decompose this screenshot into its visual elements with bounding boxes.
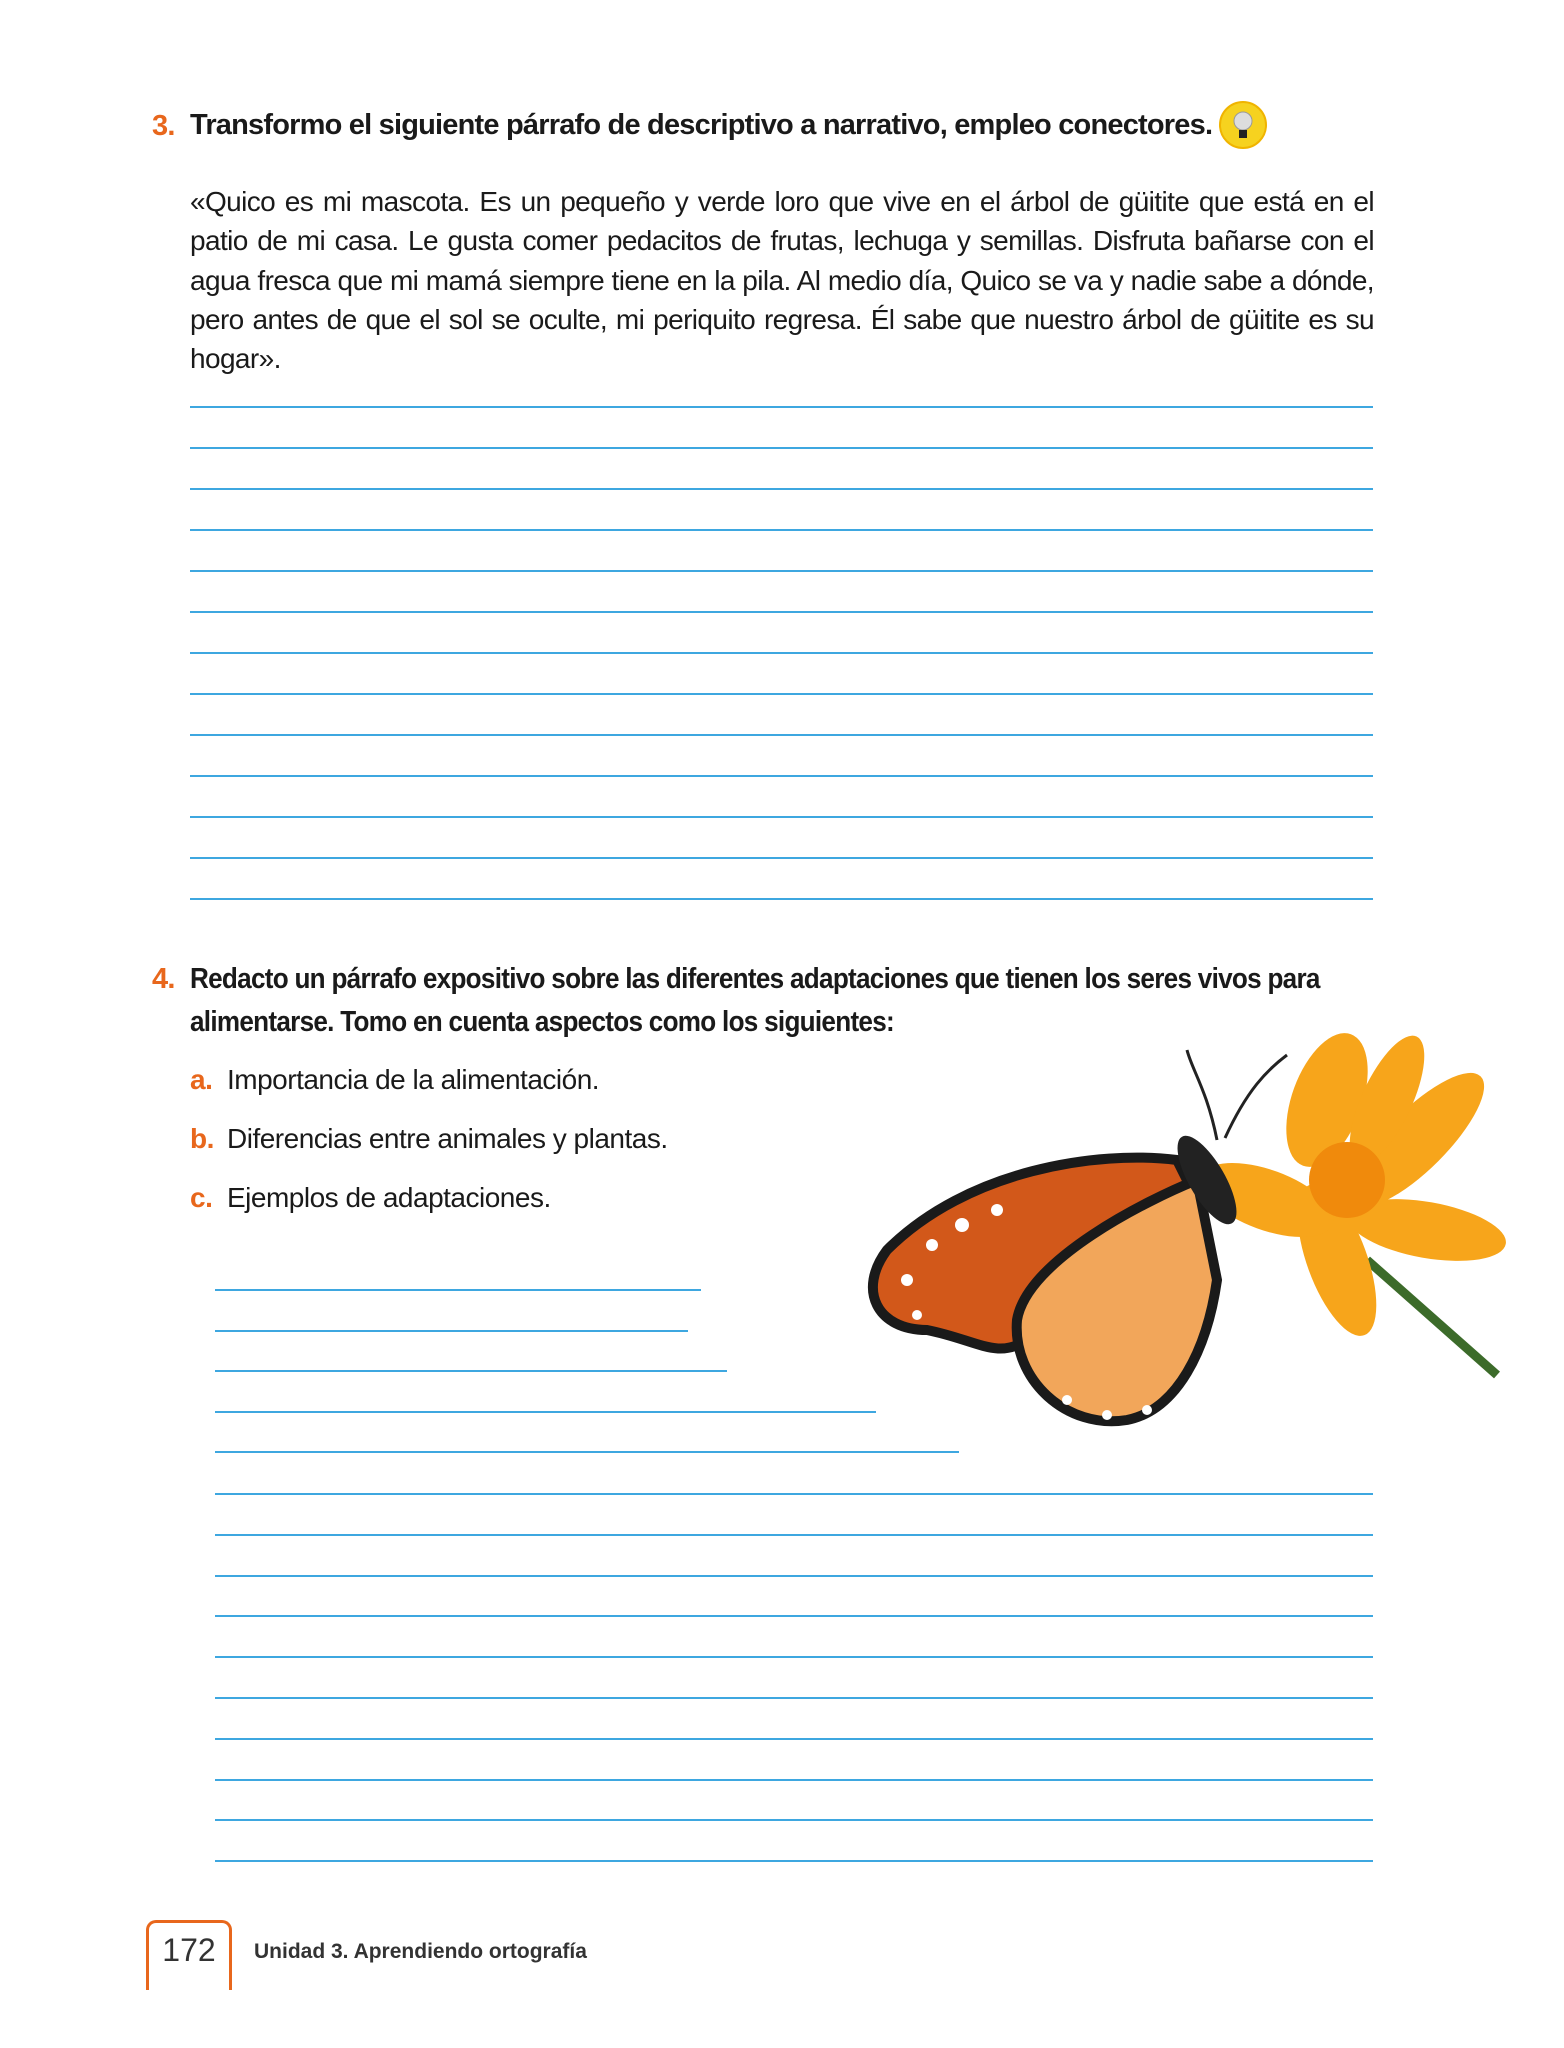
q4-title-line1: Redacto un párrafo expositivo sobre las diferentes adaptaciones que tienen los seres vivos para (190, 963, 1320, 995)
writing-line[interactable] (215, 1370, 727, 1372)
writing-line[interactable] (190, 693, 1373, 695)
q3-heading-row (190, 100, 1268, 150)
writing-line[interactable] (190, 775, 1373, 777)
writing-line[interactable] (215, 1330, 688, 1332)
q3-paragraph: «Quico es mi mascota. Es un pequeño y verde loro que vive en el árbol de güitite que está en el patio de mi casa. Le gusta comer pedacitos de frutas, lechuga y semillas. Disfruta bañarse con el agua fresca que mi mamá siempre tiene en la pila. Al medio día, Quico se va y nadie sabe a dónde, pero antes de que el sol se oculte, mi periquito regresa. Él sabe que nuestro árbol de güitite es su hogar». (190, 186, 1374, 375)
writing-line[interactable] (215, 1615, 1373, 1617)
item-c-letter: c. (190, 1182, 213, 1213)
q4-number: 4. (152, 963, 175, 995)
item-a-letter: a. (190, 1064, 213, 1095)
writing-line[interactable] (215, 1819, 1373, 1821)
writing-line[interactable] (190, 816, 1373, 818)
writing-line[interactable] (190, 652, 1373, 654)
item-b-text: Diferencias entre animales y plantas. (227, 1123, 668, 1154)
writing-line[interactable] (215, 1779, 1373, 1781)
q3-title: Transformo el siguiente párrafo de descriptivo a narrativo, empleo conectores. (190, 108, 1213, 141)
writing-line[interactable] (190, 447, 1373, 449)
writing-line[interactable] (215, 1656, 1373, 1658)
writing-line[interactable] (190, 529, 1373, 531)
item-a-text: Importancia de la alimentación. (227, 1064, 600, 1095)
q4-title-line2: alimentarse. Tomo en cuenta aspectos como los siguientes: (190, 1006, 894, 1038)
writing-line[interactable] (215, 1860, 1373, 1862)
writing-line[interactable] (190, 570, 1373, 572)
writing-line[interactable] (190, 611, 1373, 613)
writing-line[interactable] (190, 488, 1373, 490)
writing-line[interactable] (215, 1451, 959, 1453)
writing-line[interactable] (215, 1697, 1373, 1699)
writing-line[interactable] (215, 1411, 876, 1413)
writing-line[interactable] (190, 734, 1373, 736)
page-number: 172 (162, 1932, 216, 1968)
item-c-text: Ejemplos de adaptaciones. (227, 1182, 551, 1213)
writing-line[interactable] (215, 1738, 1373, 1740)
writing-line[interactable] (215, 1534, 1373, 1536)
writing-line[interactable] (190, 898, 1373, 900)
writing-line[interactable] (190, 857, 1373, 859)
lightbulb-icon (1218, 100, 1268, 150)
writing-line[interactable] (215, 1493, 1373, 1495)
writing-line[interactable] (215, 1289, 701, 1291)
writing-line[interactable] (215, 1575, 1373, 1577)
item-b-letter: b. (190, 1123, 214, 1154)
q3-number: 3. (152, 110, 175, 142)
unit-title: Unidad 3. Aprendiendo ortografía (254, 1940, 587, 1963)
butterfly-flower-image (847, 1030, 1507, 1440)
writing-line[interactable] (190, 406, 1373, 408)
